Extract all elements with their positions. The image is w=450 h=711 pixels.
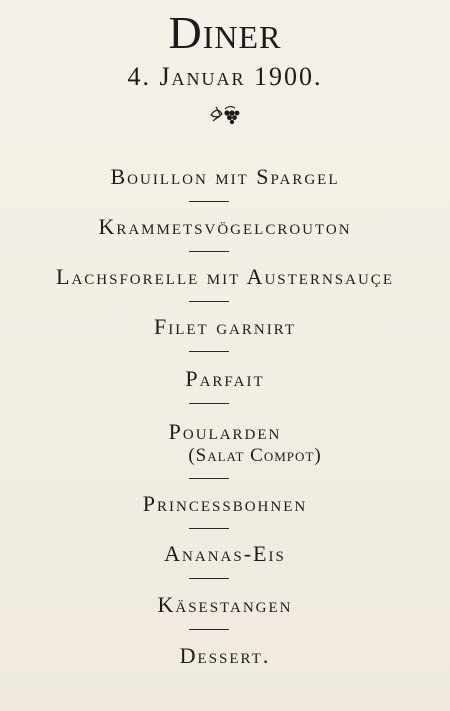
- course-divider: [189, 578, 229, 579]
- course-krammetsvoegel: Krammetsvögelcrouton: [98, 214, 352, 239]
- course-divider: [189, 301, 229, 302]
- menu-date: 4. Januar 1900.: [127, 62, 323, 91]
- course-divider: [189, 251, 229, 252]
- course-parfait: Parfait: [185, 366, 265, 391]
- course-divider: [189, 629, 229, 630]
- course-kaesestangen: Käsestangen: [157, 592, 293, 617]
- course-divider: [189, 351, 229, 352]
- course-divider: [189, 403, 229, 404]
- course-divider: [189, 528, 229, 529]
- course-bouillon: Bouillon mit Spargel: [110, 164, 340, 189]
- course-poularden-side: (Salat Compot): [188, 445, 322, 466]
- menu-title: Diner: [168, 7, 282, 58]
- course-divider: [189, 201, 229, 202]
- course-lachsforelle: Lachsforelle mit Austernsauçe: [56, 264, 394, 289]
- course-filet: Filet garnirt: [154, 314, 296, 339]
- course-poularden: Poularden: [168, 419, 282, 444]
- course-ananas-eis: Ananas-Eis: [164, 541, 286, 566]
- course-divider: [189, 478, 229, 479]
- course-dessert: Dessert.: [179, 643, 271, 668]
- grape-vine-ornament-icon: [0, 103, 450, 127]
- course-princessbohnen: Princessbohnen: [142, 491, 308, 516]
